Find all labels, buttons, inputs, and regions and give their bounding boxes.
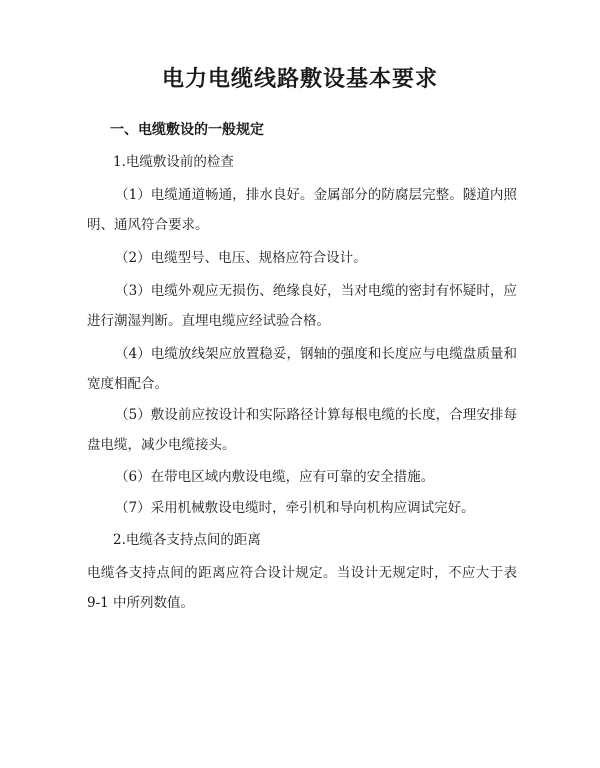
document-title: 电力电缆线路敷设基本要求 — [161, 66, 438, 92]
list-item: （6）在带电区域内敷设电缆，应有可靠的安全措施。 — [115, 469, 435, 485]
list-item: （1）电缆通道畅通，排水良好。金属部分的防腐层完整。隧道内照明、通风符合要求。 — [87, 187, 517, 233]
list-item: （3）电缆外观应无损伤、绝缘良好，当对电缆的密封有怀疑时，应进行潮湿判断。直埋电缆应经试验合格。 — [87, 283, 517, 329]
subsection-heading: 2.电缆各支持点间的距离 — [113, 532, 261, 548]
subsection-heading: 1.电缆敷设前的检查 — [113, 154, 234, 170]
list-item: （2）电缆型号、电压、规格应符合设计。 — [115, 250, 367, 266]
list-item: （7）采用机械敷设电缆时，牵引机和导向机构应调试完好。 — [115, 500, 475, 516]
body-paragraph: 电缆各支持点间的距离应符合设计规定。当设计无规定时，不应大于表 9-1 中所列数值。 — [87, 565, 517, 611]
list-item: （4）电缆放线架应放置稳妥，钢轴的强度和长度应与电缆盘质量和宽度相配合。 — [87, 346, 517, 392]
list-item: （5）敷设前应按设计和实际路径计算每根电缆的长度，合理安排每盘电缆，减少电缆接头。 — [87, 407, 517, 453]
section-heading: 一、电缆敷设的一般规定 — [110, 122, 264, 138]
